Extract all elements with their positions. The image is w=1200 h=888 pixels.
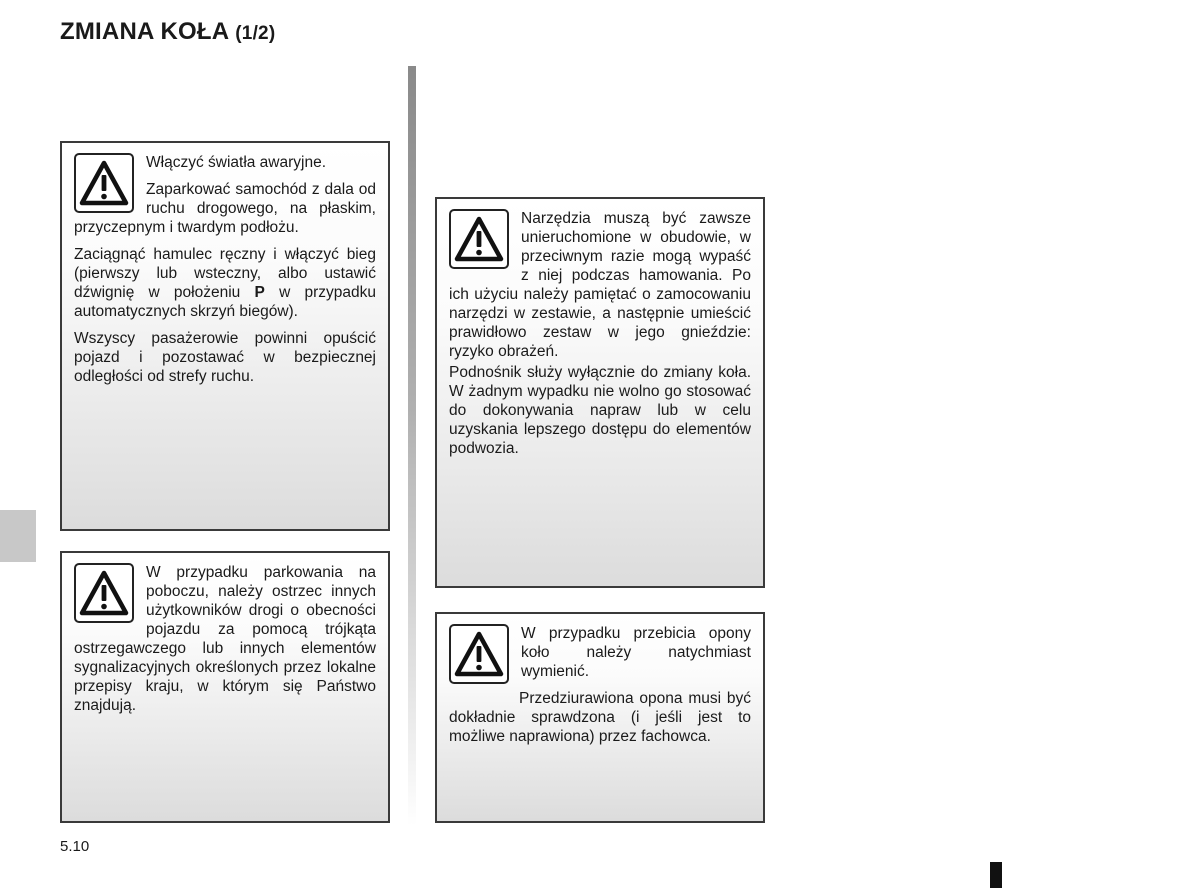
page-corner-mark bbox=[990, 862, 1002, 888]
warning-text: Zaciągnąć hamulec ręczny i włączyć bieg (pierwszy lub wsteczny, albo ustawić dźwignię w położeniu P w przypadku automatycznych skrzyń biegów). bbox=[74, 246, 376, 320]
warning-text: Włączyć światła awaryjne. bbox=[146, 154, 327, 171]
page-title-text: ZMIANA KOŁA bbox=[60, 18, 229, 45]
warning-box-parking bbox=[60, 551, 390, 823]
warning-text: Podnośnik służy wyłącznie do zmiany koła. W żadnym wypadku nie wolno go stosować do dokonywania napraw lub w celu uzyskania lepszego dostępu do elementów podwozia. bbox=[449, 364, 751, 457]
warning-text: Narzędzia muszą być zawsze unieruchomione w obudowie, w przeciwnym razie mogą wypaść z niej podczas hamowania. Po ich użyciu należy pamiętać o zamocowaniu narzędzi w zestawie, a następnie umieścić prawidłowo zestaw w jego gnieździe: ryzyko obrażeń. bbox=[449, 210, 751, 360]
warning-text: Zaparkować samochód z dala od ruchu drogowego, na płaskim, przyczepnym i twardym podłożu. bbox=[74, 181, 376, 236]
warning-triangle-icon bbox=[74, 563, 134, 623]
warning-text: Wszyscy pasażerowie powinni opuścić pojazd i pozostawać w bezpiecznej odległości od strefy ruchu. bbox=[74, 330, 376, 385]
page-part: (1/2) bbox=[235, 23, 276, 44]
warning-triangle-icon bbox=[449, 624, 509, 684]
warning-text: Przedziurawiona opona musi być dokładnie sprawdzona (i jeśli jest to możliwe naprawiona) przez fachowca. bbox=[449, 690, 751, 745]
warning-box-puncture bbox=[435, 612, 765, 823]
warning-triangle-icon bbox=[449, 209, 509, 269]
warning-box-safety bbox=[60, 141, 390, 531]
page-number: 5.10 bbox=[60, 838, 90, 855]
page-title bbox=[60, 18, 275, 46]
chapter-tab bbox=[0, 510, 36, 562]
warning-box-tools bbox=[435, 197, 765, 588]
warning-triangle-icon bbox=[74, 153, 134, 213]
warning-text: W przypadku przebicia opony koło należy natychmiast wymienić. bbox=[521, 625, 751, 680]
warning-text: W przypadku parkowania na poboczu, należy ostrzec innych użytkowników drogi o obecności pojazdu za pomocą trójkąta ostrzegawczego lub innych elementów sygnalizacyjnych określonych przez lokalne przepisy kraju, w którym się Państwo znajdują. bbox=[74, 564, 376, 714]
column-divider bbox=[408, 66, 416, 826]
